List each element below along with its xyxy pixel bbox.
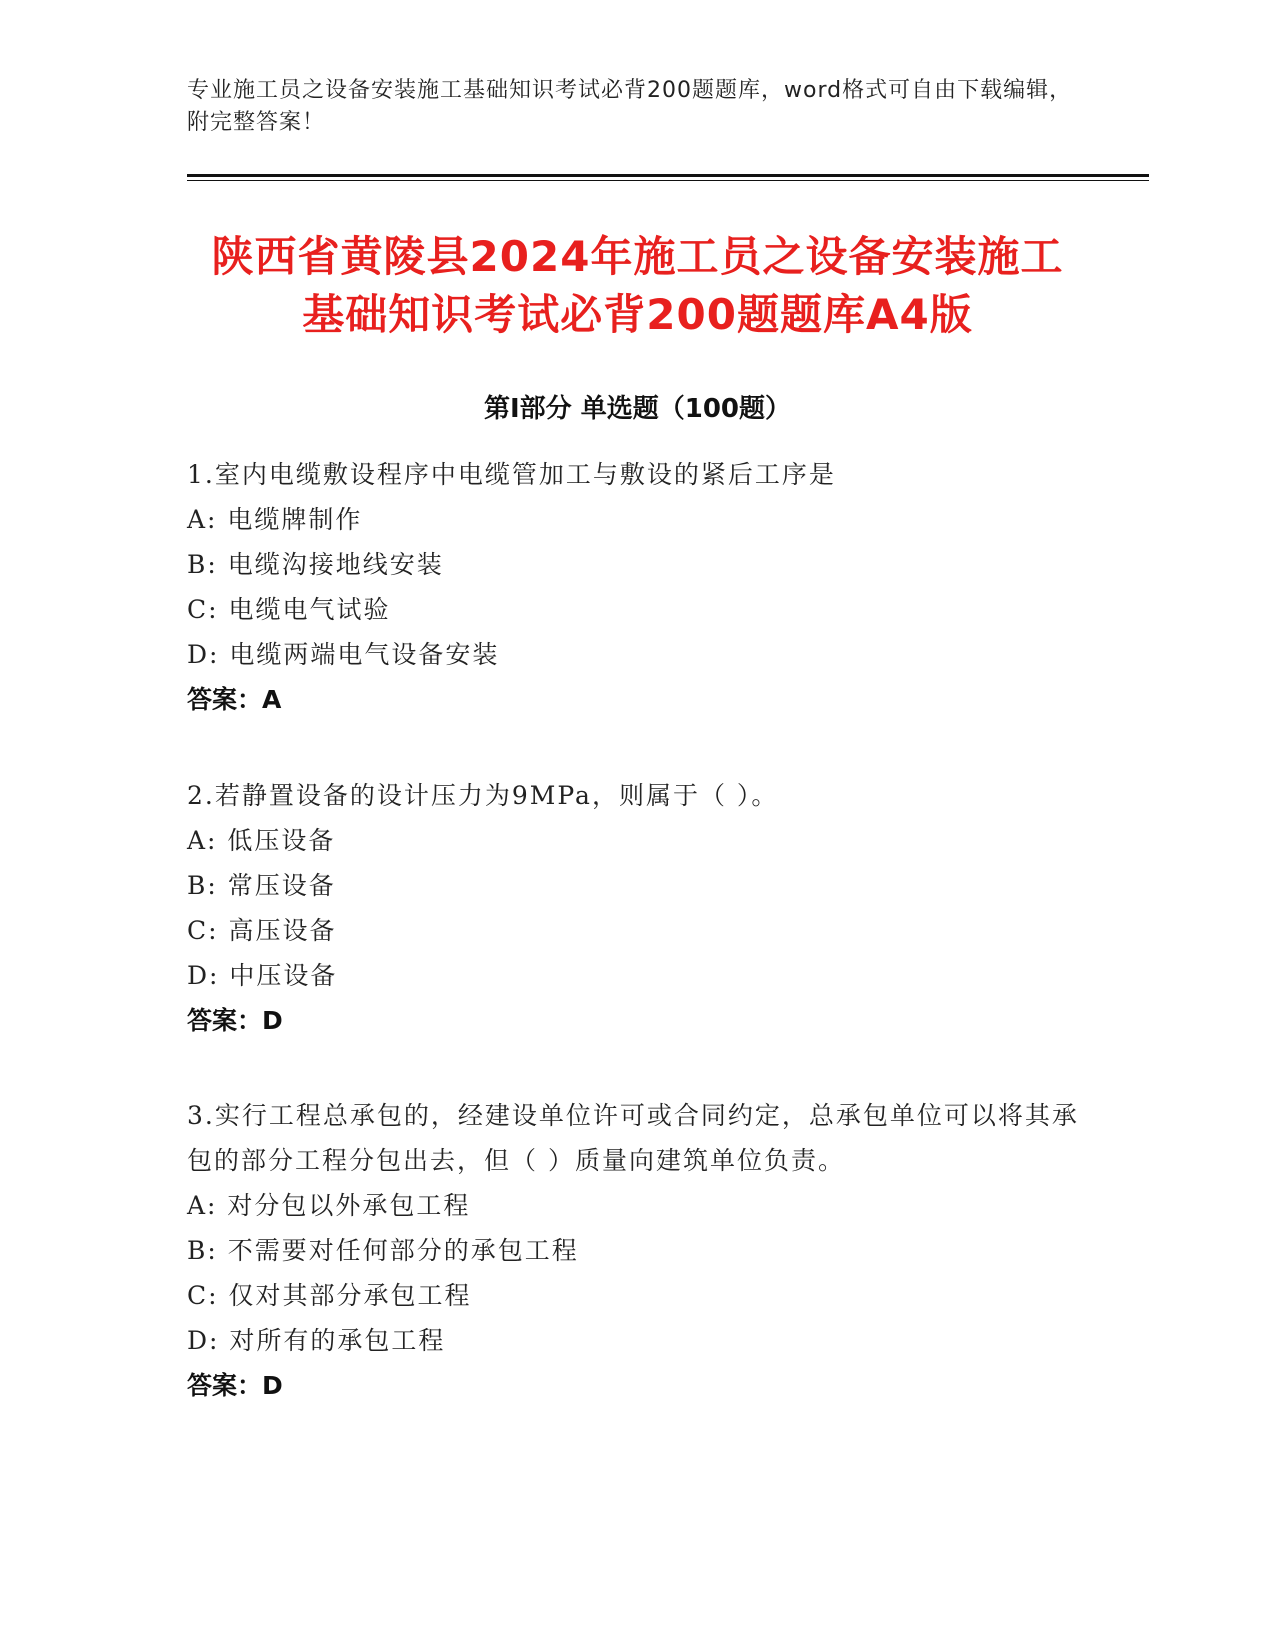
answer: 答案：A [187,685,282,714]
question-2 [187,773,1087,1043]
section-heading: 第Ⅰ部分 单选题（100题） [484,394,791,424]
option-a: A: 电缆牌制作 [187,505,363,534]
option-c: C: 仅对其部分承包工程 [187,1281,472,1310]
intro-text: 专业施工员之设备安装施工基础知识考试必背200题题库，word格式可自由下载编辑，附完整答案！ [187,78,1073,135]
option-b: B: 不需要对任何部分的承包工程 [187,1236,579,1265]
title-line-2: 基础知识考试必背200题题库A4版 [302,290,973,339]
document-title [150,228,1125,344]
question-stem: 2.若静置设备的设计压力为9MPa，则属于（ ）。 [187,781,779,810]
option-a: A: 低压设备 [187,826,336,855]
option-a: A: 对分包以外承包工程 [187,1191,471,1220]
answer: 答案：D [187,1006,283,1035]
header-divider-thick [187,174,1149,177]
option-c: C: 高压设备 [187,916,337,945]
answer: 答案：D [187,1371,283,1400]
question-3 [187,1093,1087,1408]
question-stem: 3.实行工程总承包的，经建设单位许可或合同约定，总承包单位可以将其承包的部分工程分包出去，但（ ）质量向建筑单位负责。 [187,1101,1079,1175]
header-divider-thin [187,180,1149,181]
option-c: C: 电缆电气试验 [187,595,391,624]
option-d: D: 对所有的承包工程 [187,1326,446,1355]
title-line-1: 陕西省黄陵县2024年施工员之设备安装施工 [211,232,1064,281]
question-1 [187,452,1087,722]
question-stem: 1.室内电缆敷设程序中电缆管加工与敷设的紧后工序是 [187,460,836,489]
option-d: D: 中压设备 [187,961,338,990]
option-b: B: 常压设备 [187,871,336,900]
option-d: D: 电缆两端电气设备安装 [187,640,500,669]
option-b: B: 电缆沟接地线安装 [187,550,444,579]
